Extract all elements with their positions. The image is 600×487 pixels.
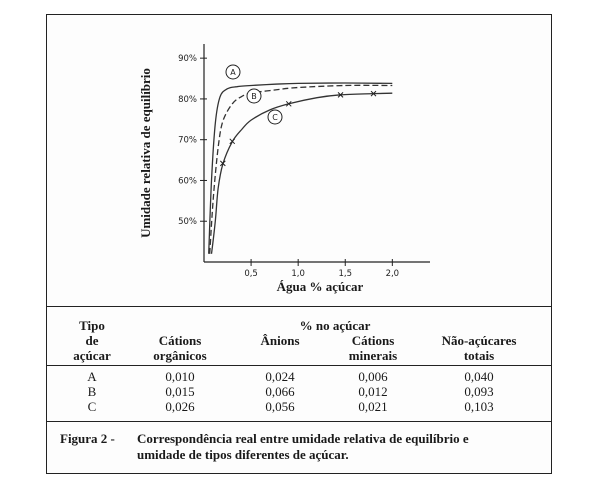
header-cations-org-2: orgânicos — [153, 348, 207, 363]
x-tick-label: 2,0 — [385, 269, 400, 279]
header-nao-acucares-2: totais — [463, 348, 495, 363]
table-cell: 0,026 — [165, 399, 195, 414]
x-tick-label: 0,5 — [244, 269, 258, 279]
x-tick-label: 1,0 — [291, 269, 305, 279]
table-cell: A — [87, 369, 97, 384]
header-tipo-3: açúcar — [73, 348, 111, 363]
table-cell: 0,015 — [165, 384, 195, 399]
y-ticks — [178, 54, 207, 227]
y-tick-label: 50% — [178, 217, 197, 228]
header-nao-acucares-1: Não-açúcares — [441, 333, 517, 348]
table-cell: 0,012 — [358, 384, 388, 399]
header-percent-group: % no açúcar — [299, 318, 371, 333]
table-cell: 0,006 — [358, 369, 388, 384]
series-b-line — [210, 85, 393, 253]
header-tipo-1: Tipo — [79, 318, 105, 333]
y-tick-label: 60% — [178, 176, 197, 187]
svg-text:B: B — [251, 92, 257, 101]
table-cell: 0,021 — [358, 399, 388, 414]
series-c-line — [212, 93, 393, 254]
curve-labels — [226, 65, 282, 124]
table-header-rule — [46, 365, 552, 366]
y-tick-label: 90% — [178, 54, 197, 65]
curve-label-c — [268, 110, 282, 124]
table-cell: 0,103 — [464, 399, 494, 414]
x-tick-label: 1,5 — [338, 269, 353, 279]
caption-line-2: umidade de tipos diferentes de açúcar. — [137, 447, 349, 462]
header-anions: Ânions — [260, 333, 300, 348]
table-top-rule — [46, 306, 552, 307]
series-a-line — [209, 83, 393, 254]
header-tipo-2: de — [85, 333, 99, 348]
curve-label-b — [247, 89, 261, 103]
caption-rule — [46, 421, 552, 422]
table-cell: C — [87, 399, 97, 414]
table-cell: 0,056 — [265, 399, 295, 414]
table-cell: 0,024 — [265, 369, 295, 384]
header-cations-org-1: Cátions — [158, 333, 202, 348]
header-cations-min-2: minerais — [348, 348, 398, 363]
y-tick-label: 80% — [178, 94, 197, 105]
svg-text:A: A — [230, 68, 236, 77]
y-tick-label: 70% — [178, 135, 197, 146]
table-cell: B — [87, 384, 97, 399]
table-cell: 0,040 — [464, 369, 494, 384]
table-cell: 0,010 — [165, 369, 195, 384]
x-axis-label: Água % açúcar — [276, 279, 364, 294]
curves — [209, 83, 393, 254]
svg-text:C: C — [272, 113, 278, 122]
table-cell: 0,093 — [464, 384, 494, 399]
caption-line-1: Correspondência real entre umidade relativa de equilíbrio e — [137, 431, 469, 446]
header-cations-min-1: Cátions — [351, 333, 395, 348]
curve-label-a — [226, 65, 240, 79]
table-cell: 0,066 — [265, 384, 295, 399]
y-axis-label: Umidade relativa de equilíbrio — [138, 68, 153, 238]
caption-label: Figura 2 - — [60, 431, 115, 446]
